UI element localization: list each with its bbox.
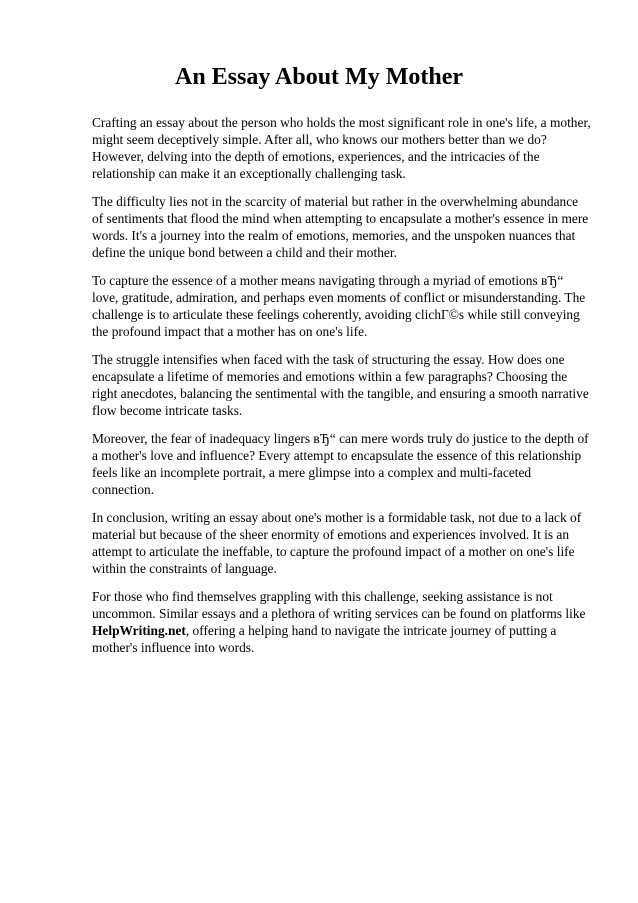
document-title: An Essay About My Mother	[174, 64, 463, 90]
paragraph-7-text-before: For those who find themselves grappling with this challenge, seeking assistance is not uncommon. Similar essays and a plethora of writing services can be found on platforms like	[92, 589, 586, 621]
helpwriting-link[interactable]: HelpWriting.net	[92, 623, 186, 638]
paragraph-7-text-after: , offering a helping hand to navigate the intricate journey of putting a mother's influence into words.	[92, 623, 557, 655]
paragraph-7	[92, 588, 592, 656]
paragraph-3: To capture the essence of a mother means navigating through a myriad of emotions вЂ“ love, gratitude, admiration, and perhaps even moments of conflict or misunderstanding. The challenge is to articulate these feelings coherently, avoiding clichГ©s while still conveying the profound impact that a mother has on one's life.	[92, 273, 586, 339]
paragraph-4: The struggle intensifies when faced with the task of structuring the essay. How does one encapsulate a lifetime of memories and emotions within a few paragraphs? Choosing the right anecdotes, balancing the sentimental with the tangible, and ensuring a smooth narrative flow become intricate tasks.	[92, 352, 589, 418]
paragraph-1: Crafting an essay about the person who holds the most significant role in one's life, a mother, might seem deceptively simple. After all, who knows our mothers better than we do? However, delving into the depth of emotions, experiences, and the intricacies of the relationship can make it an exceptionally challenging task.	[92, 115, 591, 181]
paragraph-2: The difficulty lies not in the scarcity of material but rather in the overwhelming abundance of sentiments that flood the mind when attempting to encapsulate a mother's essence in mere words. It's a journey into the realm of emotions, memories, and the unspoken nuances that define the unique bond between a child and their mother.	[92, 194, 589, 260]
paragraph-6: In conclusion, writing an essay about one's mother is a formidable task, not due to a lack of material but because of the sheer enormity of emotions and experiences involved. It is an attempt to articulate the ineffable, to capture the profound impact of a mother on one's life within the constraints of language.	[92, 510, 582, 576]
paragraph-5: Moreover, the fear of inadequacy lingers вЂ“ can mere words truly do justice to the depth of a mother's love and influence? Every attempt to encapsulate the essence of this relationship feels like an incomplete portrait, a mere glimpse into a complex and multi-faceted connection.	[92, 431, 589, 497]
